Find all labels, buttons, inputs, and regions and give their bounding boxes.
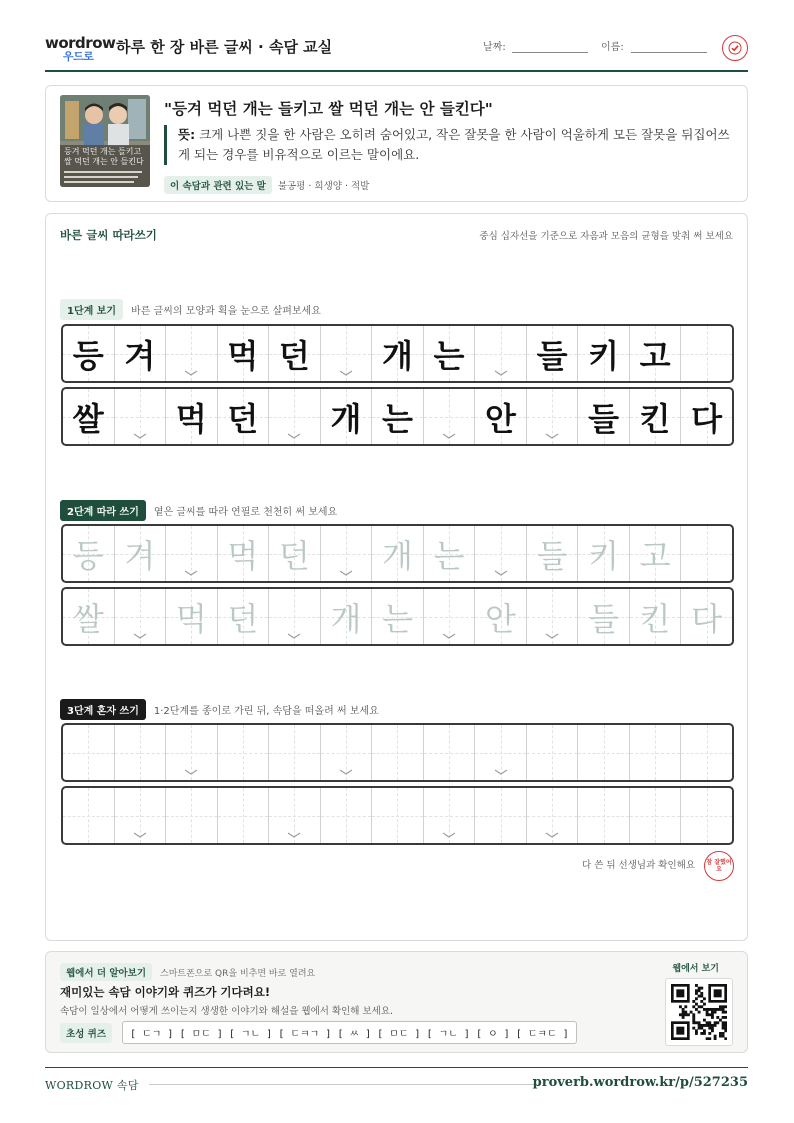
space-mark-icon [442, 433, 456, 439]
footer-divider [149, 1084, 537, 1085]
grid-cell[interactable] [424, 725, 476, 780]
grid-char: 들 [588, 599, 620, 638]
grid-cell[interactable] [424, 788, 476, 843]
grid-cell[interactable] [63, 589, 115, 644]
grid-cell [321, 389, 373, 444]
logo-wordmark: wordrow [45, 34, 116, 52]
grid-cell[interactable] [424, 589, 476, 644]
grid-cell [424, 326, 476, 381]
grid-char: 들 [588, 399, 620, 438]
grid-cell [218, 326, 270, 381]
grid-char: 개 [381, 536, 413, 575]
meaning-label: 뜻: [178, 127, 196, 142]
grid-cell[interactable] [115, 526, 167, 581]
grid-char: 고 [639, 336, 671, 375]
step-1-header [60, 299, 321, 320]
page-title: 하루 한 장 바른 글씨 · 속담 교실 [116, 38, 333, 56]
grid-cell [630, 389, 682, 444]
grid-char: 들 [536, 336, 568, 375]
chosung-quiz [60, 1021, 577, 1044]
thumb-caption-line1: 등겨 먹던 개는 들키고 [64, 147, 142, 156]
logo-korean: 우드로 [63, 50, 94, 63]
checkmark-icon [727, 40, 743, 56]
grid-cell[interactable] [630, 589, 682, 644]
qr-code-icon [671, 984, 727, 1040]
space-mark-icon [442, 832, 456, 838]
grid-cell [218, 389, 270, 444]
qr-label: 웹에서 보기 [672, 964, 719, 974]
thumb-text-lines [64, 171, 144, 183]
grid-cell[interactable] [321, 526, 373, 581]
grid-cell[interactable] [681, 725, 732, 780]
step-2-desc: 옅은 글씨를 따라 연필로 천천히 써 보세요 [153, 507, 338, 518]
web-promo-card [45, 951, 748, 1053]
space-mark-icon [339, 769, 353, 775]
grid-char: 개 [330, 399, 362, 438]
quiz-label: 초성 퀴즈 [60, 1023, 112, 1043]
practice-hint: 중심 십자선을 기준으로 자음과 모음의 균형을 맞춰 써 보세요 [479, 231, 733, 242]
space-mark-icon [339, 570, 353, 576]
grid-cell[interactable] [475, 788, 527, 843]
date-field[interactable] [512, 52, 588, 53]
grid-cell[interactable] [269, 589, 321, 644]
grid-char: 쌀 [72, 399, 104, 438]
step-1-line-2 [61, 387, 734, 446]
space-mark-icon [545, 832, 559, 838]
page-header [45, 30, 748, 72]
grid-cell[interactable] [372, 589, 424, 644]
meaning-text: 크게 나쁜 짓을 한 사람은 오히려 숨어있고, 작은 잘못을 한 사람이 억울하게 모든 잘못을 뒤집어쓰게 되는 경우를 비유적으로 이르는 말이에요. [178, 127, 730, 162]
grid-cell [115, 326, 167, 381]
space-mark-icon [133, 433, 147, 439]
grid-cell[interactable] [166, 725, 218, 780]
grid-cell[interactable] [681, 788, 732, 843]
grid-cell[interactable] [115, 788, 167, 843]
web-tag: 웹에서 더 알아보기 [60, 963, 152, 981]
page-footer [45, 1067, 748, 1097]
grid-cell[interactable] [321, 788, 373, 843]
grid-cell[interactable] [63, 526, 115, 581]
grid-char: 는 [381, 399, 413, 438]
space-mark-icon [339, 370, 353, 376]
space-mark-icon [184, 570, 198, 576]
grid-char: 겨 [124, 336, 156, 375]
done-note: 다 쓴 뒤 선생님과 확인해요 [581, 860, 695, 871]
grid-char: 겨 [124, 536, 156, 575]
grid-cell [475, 389, 527, 444]
grid-cell[interactable] [681, 589, 732, 644]
grid-cell [63, 326, 115, 381]
space-mark-icon [133, 832, 147, 838]
step-1-line-1 [61, 324, 734, 383]
grid-cell[interactable] [63, 788, 115, 843]
grid-cell[interactable] [630, 788, 682, 843]
grid-cell [578, 389, 630, 444]
proverb-title: "등겨 먹던 개는 들키고 쌀 먹던 개는 안 들킨다" [164, 100, 493, 118]
space-mark-icon [442, 633, 456, 639]
qr-code-link[interactable] [665, 978, 733, 1046]
grid-cell[interactable] [527, 788, 579, 843]
grid-char: 키 [588, 336, 620, 375]
space-mark-icon [287, 433, 301, 439]
web-tag-desc: 스마트폰으로 QR을 비추면 바로 열려요 [160, 968, 316, 979]
grid-char: 는 [433, 336, 465, 375]
related-tag: 이 속담과 관련 있는 말 [164, 176, 272, 194]
web-headline: 재미있는 속담 이야기와 퀴즈가 기다려요! [60, 985, 271, 999]
web-description: 속담이 일상에서 어떻게 쓰이는지 생생한 이야기와 해설을 웹에서 확인해 보세요. [60, 1006, 394, 1017]
grid-cell [475, 326, 527, 381]
thumb-caption-line2: 쌀 먹던 개는 안 들킨다 [64, 157, 144, 166]
space-mark-icon [133, 633, 147, 639]
space-mark-icon [494, 570, 508, 576]
step-1-badge: 1단계 보기 [60, 299, 123, 320]
grid-char: 는 [433, 536, 465, 575]
grid-cell[interactable] [321, 725, 373, 780]
proverb-meaning [164, 125, 734, 165]
grid-char: 킨 [639, 399, 671, 438]
grid-cell[interactable] [475, 526, 527, 581]
grid-char: 먹 [227, 336, 259, 375]
grid-cell[interactable] [372, 725, 424, 780]
check-stamp-icon [722, 35, 748, 61]
grid-cell[interactable] [527, 589, 579, 644]
step-3-header [60, 699, 379, 720]
grid-cell[interactable] [372, 526, 424, 581]
good-job-stamp-text: 참 잘했어요 [706, 859, 732, 873]
grid-cell [527, 389, 579, 444]
step-1-desc: 바른 글씨의 모양과 획을 눈으로 살펴보세요 [131, 306, 321, 317]
grid-cell[interactable] [527, 526, 579, 581]
wordrow-logo [45, 34, 116, 64]
grid-char: 킨 [639, 599, 671, 638]
step-2-line-1[interactable] [61, 524, 734, 583]
grid-cell [269, 389, 321, 444]
footer-url-link[interactable]: proverb.wordrow.kr/p/527235 [532, 1075, 748, 1090]
step-3-desc: 1·2단계를 종이로 가린 뒤, 속담을 떠올려 써 보세요 [153, 706, 379, 717]
grid-cell[interactable] [269, 526, 321, 581]
grid-char: 다 [691, 599, 723, 638]
grid-cell [321, 326, 373, 381]
step-3-line-2[interactable] [61, 786, 734, 845]
grid-cell[interactable] [218, 589, 270, 644]
grid-char: 던 [227, 599, 259, 638]
grid-char: 개 [381, 336, 413, 375]
space-mark-icon [287, 633, 301, 639]
grid-char: 안 [485, 399, 516, 438]
grid-char: 등 [72, 336, 104, 375]
grid-cell[interactable] [269, 788, 321, 843]
grid-cell[interactable] [269, 725, 321, 780]
related-words [164, 176, 369, 194]
grid-cell [372, 326, 424, 381]
grid-cell[interactable] [527, 725, 579, 780]
grid-char: 먹 [175, 399, 207, 438]
date-label: 날짜: [483, 42, 506, 53]
step-3-badge: 3단계 혼자 쓰기 [60, 699, 146, 720]
grid-char: 들 [536, 536, 568, 575]
grid-cell[interactable] [578, 589, 630, 644]
grid-cell[interactable] [218, 725, 270, 780]
grid-cell [578, 326, 630, 381]
grid-cell [681, 389, 732, 444]
space-mark-icon [545, 633, 559, 639]
web-tag-row [60, 963, 315, 981]
step-2-badge: 2단계 따라 쓰기 [60, 500, 146, 521]
step-3-line-1[interactable] [61, 723, 734, 782]
quiz-hint-box: [ ㄷㄱ ] [ ㅁㄷ ] [ ㄱㄴ ] [ ㄷㅋㄱ ] [ ㅆ ] [ ㅁㄷ ] [ ㄱㄴ ] [ ㅇ ] [ ㄷㅋㄷ ] [122, 1021, 577, 1044]
step-2-header [60, 500, 337, 521]
grid-cell[interactable] [115, 725, 167, 780]
grid-cell [115, 389, 167, 444]
grid-cell[interactable] [321, 589, 373, 644]
grid-cell [166, 326, 218, 381]
grid-cell [630, 326, 682, 381]
grid-cell[interactable] [578, 788, 630, 843]
proverb-illustration [60, 95, 150, 187]
grid-cell [166, 389, 218, 444]
grid-char: 다 [691, 399, 723, 438]
grid-char: 던 [227, 399, 259, 438]
grid-char: 던 [278, 336, 310, 375]
grid-cell[interactable] [218, 788, 270, 843]
space-mark-icon [545, 433, 559, 439]
related-list: 불공평 · 희생양 · 적발 [277, 181, 370, 192]
grid-char: 안 [485, 599, 516, 638]
grid-char: 키 [588, 536, 620, 575]
grid-cell[interactable] [630, 526, 682, 581]
practice-title: 바른 글씨 따라쓰기 [60, 228, 157, 242]
grid-char: 쌀 [72, 599, 104, 638]
grid-cell[interactable] [166, 589, 218, 644]
grid-cell[interactable] [578, 526, 630, 581]
grid-cell [527, 326, 579, 381]
grid-cell[interactable] [681, 526, 732, 581]
grid-cell[interactable] [218, 526, 270, 581]
grid-cell[interactable] [166, 526, 218, 581]
grid-cell[interactable] [475, 589, 527, 644]
grid-cell [63, 389, 115, 444]
grid-char: 던 [278, 536, 310, 575]
space-mark-icon [494, 769, 508, 775]
grid-cell [372, 389, 424, 444]
grid-char: 고 [639, 536, 671, 575]
grid-cell[interactable] [578, 725, 630, 780]
grid-cell [269, 326, 321, 381]
grid-cell[interactable] [475, 725, 527, 780]
step-2-line-2[interactable] [61, 587, 734, 646]
space-mark-icon [184, 370, 198, 376]
grid-cell[interactable] [166, 788, 218, 843]
grid-cell [424, 389, 476, 444]
grid-char: 먹 [227, 536, 259, 575]
thumb-caption [64, 147, 148, 167]
grid-cell[interactable] [63, 725, 115, 780]
good-job-stamp-icon [704, 851, 734, 881]
grid-cell[interactable] [424, 526, 476, 581]
name-label: 이름: [601, 42, 624, 53]
grid-cell[interactable] [372, 788, 424, 843]
grid-cell[interactable] [630, 725, 682, 780]
grid-char: 등 [72, 536, 104, 575]
space-mark-icon [494, 370, 508, 376]
grid-cell [681, 326, 732, 381]
grid-char: 는 [381, 599, 413, 638]
grid-cell[interactable] [115, 589, 167, 644]
space-mark-icon [184, 769, 198, 775]
space-mark-icon [287, 832, 301, 838]
name-field[interactable] [631, 52, 707, 53]
proverb-intro-card [45, 85, 748, 202]
footer-brand: WORDROW 속담 [45, 1079, 139, 1092]
handwriting-practice-card [45, 213, 748, 941]
grid-char: 개 [330, 599, 362, 638]
grid-char: 먹 [175, 599, 207, 638]
